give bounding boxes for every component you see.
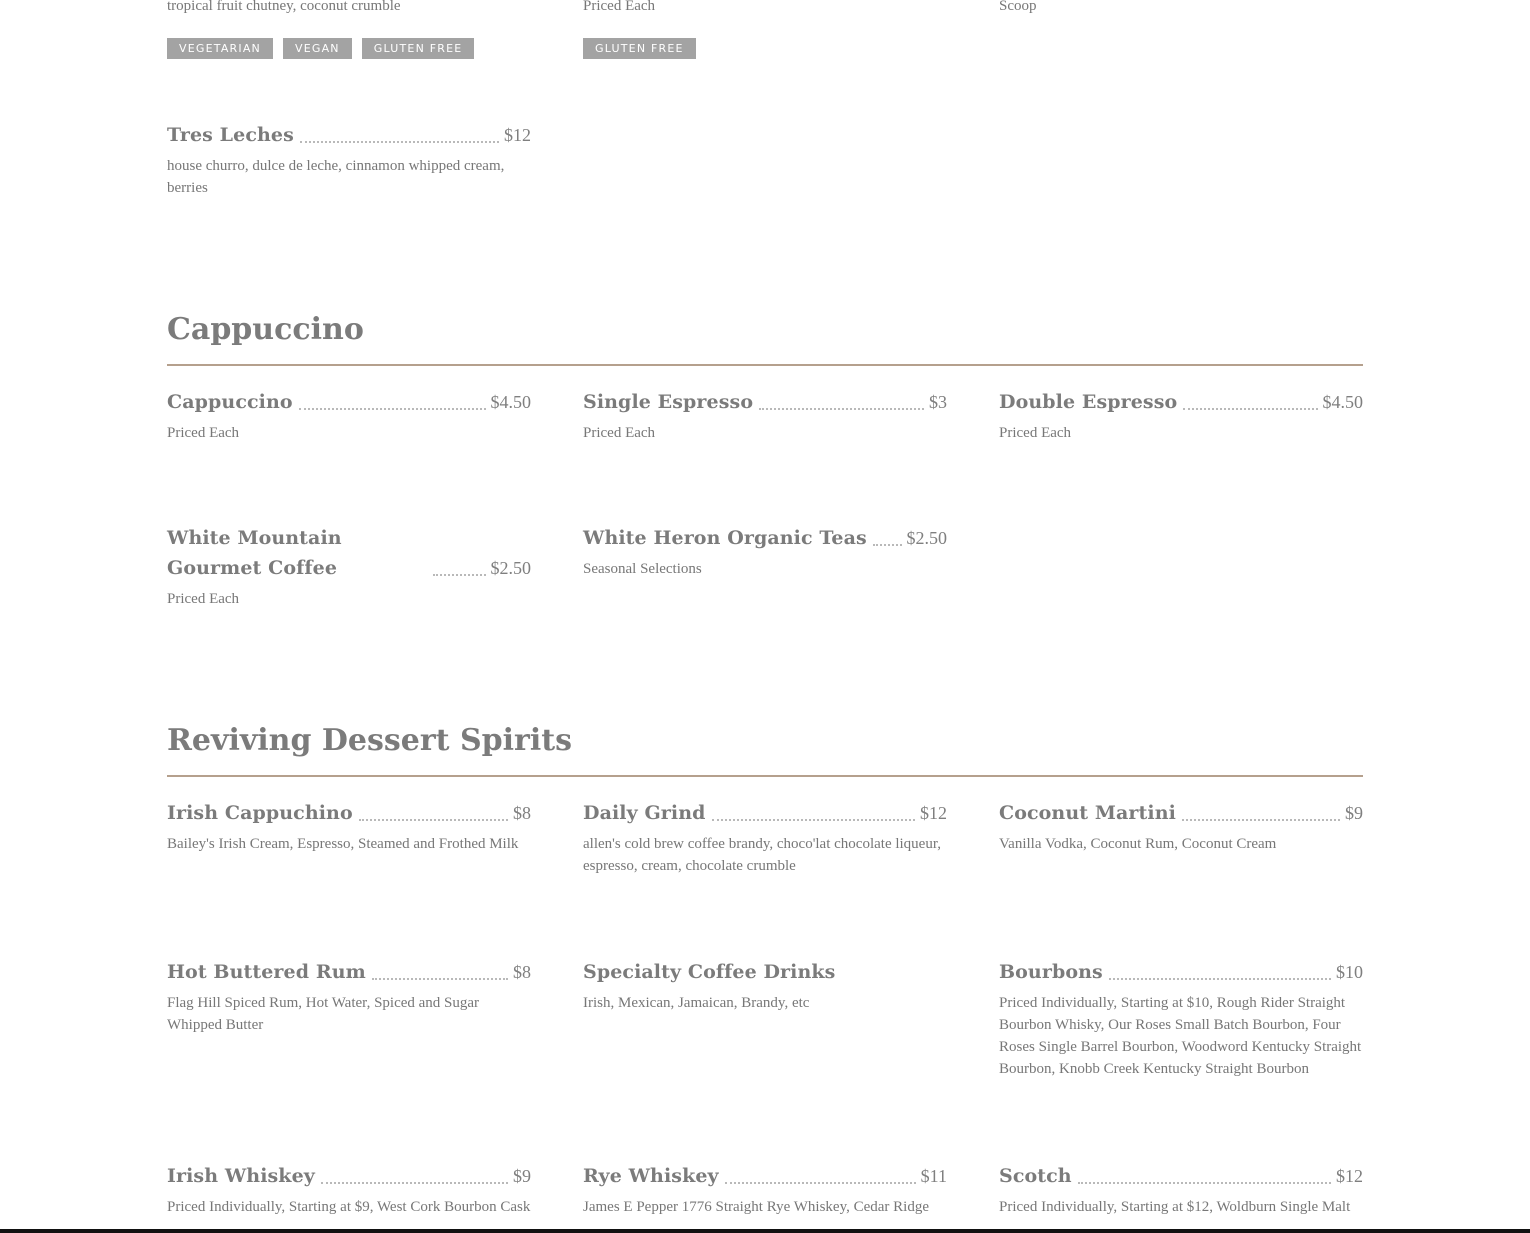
item-name: Specialty Coffee Drinks (583, 961, 836, 983)
menu-item (583, 523, 947, 580)
item-name: Single Espresso (583, 391, 754, 413)
item-desc: allen's cold brew coffee brandy, choco'lat chocolate liqueur, espresso, cream, chocolate crumble (583, 836, 941, 874)
item-name: White Mountain Gourmet Coffee (167, 527, 342, 579)
item-price: $12 (1336, 1166, 1363, 1186)
menu-item (999, 1161, 1363, 1218)
item-name: Hot Buttered Rum (167, 961, 366, 983)
item-desc: James E Pepper 1776 Straight Rye Whiskey, Cedar Ridge (583, 1199, 930, 1215)
menu-item (167, 523, 531, 610)
item-desc: Irish, Mexican, Jamaican, Brandy, etc (583, 995, 810, 1011)
item-name: White Heron Organic Teas (583, 527, 867, 549)
leader-dots (433, 574, 486, 576)
leader-dots (372, 978, 508, 980)
section-title-spirits: Reviving Dessert Spirits (167, 723, 572, 758)
item-price: $4.50 (1322, 392, 1363, 412)
menu-item-tres-leches (167, 120, 531, 199)
item-name: Irish Cappuchino (167, 802, 353, 824)
item-price: $8 (513, 962, 531, 982)
item-price: $4.50 (490, 392, 531, 412)
item-desc: Priced Each (999, 425, 1072, 441)
item-desc: Scoop (999, 0, 1037, 14)
menu-item (167, 1161, 531, 1218)
section-divider (167, 775, 1363, 777)
item-desc: Priced Each (167, 591, 240, 607)
item-desc: Priced Each (167, 425, 240, 441)
bottom-edge-bar (0, 1229, 1530, 1233)
item-name: Irish Whiskey (167, 1165, 315, 1187)
item-desc: tropical fruit chutney, coconut crumble (167, 0, 401, 14)
item-price: $10 (1336, 962, 1363, 982)
tag-vegetarian: VEGETARIAN (167, 38, 273, 59)
item-desc: Bailey's Irish Cream, Espresso, Steamed and Frothed Milk (167, 836, 519, 852)
item-desc: Priced Each (583, 0, 656, 14)
leader-dots (759, 408, 924, 410)
leader-dots (300, 141, 499, 143)
item-price: $12 (920, 803, 947, 823)
menu-item (167, 387, 531, 444)
item-price: $8 (513, 803, 531, 823)
menu-item (167, 957, 531, 1036)
menu-item (583, 1161, 947, 1218)
item-price: $3 (929, 392, 947, 412)
dietary-tags (583, 38, 696, 59)
item-desc: Priced Individually, Starting at $9, West Cork Bourbon Cask (167, 1199, 531, 1215)
menu-item (583, 798, 947, 877)
item-name: Tres Leches (167, 124, 294, 146)
item-desc: Seasonal Selections (583, 561, 702, 577)
tag-gluten-free: GLUTEN FREE (362, 38, 475, 59)
item-desc: Flag Hill Spiced Rum, Hot Water, Spiced and Sugar Whipped Butter (167, 995, 480, 1033)
leader-dots (725, 1182, 916, 1184)
leader-dots (299, 408, 486, 410)
item-name: Daily Grind (583, 802, 706, 824)
item-price: $2.50 (490, 558, 531, 578)
leader-dots (1109, 978, 1331, 980)
section-title-cappuccino: Cappuccino (167, 312, 364, 347)
item-price: $9 (513, 1166, 531, 1186)
item-price: $9 (1345, 803, 1363, 823)
tag-vegan: VEGAN (283, 38, 352, 59)
item-name: Double Espresso (999, 391, 1178, 413)
leader-dots (321, 1182, 508, 1184)
menu-page (167, 0, 1363, 1233)
tag-gluten-free: GLUTEN FREE (583, 38, 696, 59)
leader-dots (1078, 1182, 1331, 1184)
menu-item (999, 957, 1363, 1080)
item-name: Coconut Martini (999, 802, 1176, 824)
leader-dots (1182, 819, 1340, 821)
dietary-tags (167, 38, 474, 59)
section-divider (167, 364, 1363, 366)
leader-dots (1183, 408, 1317, 410)
item-desc: Vanilla Vodka, Coconut Rum, Coconut Cream (999, 836, 1277, 852)
menu-item (999, 798, 1363, 855)
leader-dots (712, 819, 915, 821)
menu-item (999, 387, 1363, 444)
leader-dots (359, 819, 508, 821)
menu-item (167, 798, 531, 855)
item-desc: Priced Each (583, 425, 656, 441)
item-name: Scotch (999, 1165, 1072, 1187)
leader-dots (873, 544, 902, 546)
item-desc: house churro, dulce de leche, cinnamon whipped cream, berries (167, 158, 505, 196)
item-price: $2.50 (906, 528, 947, 548)
item-name: Bourbons (999, 961, 1103, 983)
item-desc: Priced Individually, Starting at $10, Rough Rider Straight Bourbon Whisky, Our Roses Small Batch Bourbon, Four Roses Single Barrel Bourbon, Woodword Kentucky Straight Bourbon, Knobb Creek Kentucky Straight Bourbon (999, 995, 1362, 1077)
item-name: Rye Whiskey (583, 1165, 719, 1187)
item-name: Cappuccino (167, 391, 293, 413)
item-price: $11 (920, 1166, 947, 1186)
menu-item (583, 387, 947, 444)
item-price: $12 (504, 125, 531, 145)
item-desc: Priced Individually, Starting at $12, Woldburn Single Malt (999, 1199, 1351, 1215)
menu-item (583, 957, 947, 1014)
